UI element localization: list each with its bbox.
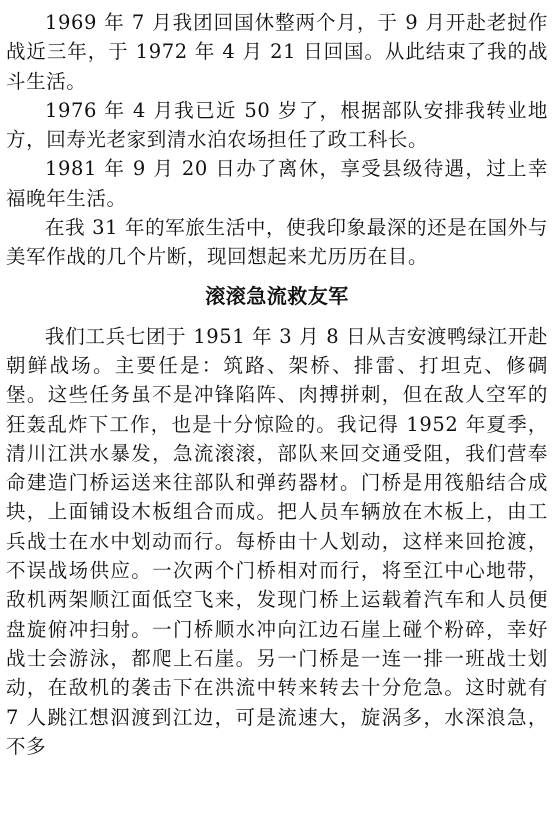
- paragraph-transfer-1976: 1976 年 4 月我已近 50 岁了，根据部队安排我转业地方，回寿光老家到清水泊农场担任了政工科长。: [6, 98, 548, 152]
- paragraph-river-rescue: 我们工兵七团于 1951 年 3 月 8 日从吉安渡鸭绿江开赴朝鲜战场。主要任是：筑路、架桥、排雷、打坦克、修碉堡。这些任务虽不是冲锋陷阵、肉搏拼刺，但在敌人空军的狂轰乱炸下工作，也是十分惊险的。我记得 1952 年夏季，清川江洪水暴发，急流滚滚，部队来回交通受阻，我们营奉命建造门桥运送来往部队和弹药器材。门桥是用筏船结合成块，上面铺设木板组合而成。把人员车辆放在木板上，由工兵战士在水中划动而行。每桥由十人划动，这样来回抢渡，不误战场供应。一次两个门桥相对而行，将至江中心地带，敌机两架顺江面低空飞来，发现门桥上运载着汽车和人员便盘旋俯冲扫射。一门桥顺水冲向江边石崖上碰个粉碎，幸好战士会游泳，都爬上石崖。另一门桥是一连一排一班战士划动，在敌机的袭击下在洪流中转来转去十分危急。这时就有 7 人跳江想泅渡到江边，可是流速大，旋涡多，水深浪急，不多: [6, 324, 548, 758]
- paragraph-retirement-1981: 1981 年 9 月 20 日办了离休，享受县级待遇，过上幸福晚年生活。: [6, 157, 548, 210]
- paragraph-return-1972: 1969 年 7 月我团回国休整两个月，于 9 月开赴老挝作战近三年，于 1972 年 4 月 21 日回国。从此结束了我的战斗生活。: [6, 11, 548, 93]
- paragraph-memories-intro: 在我 31 年的军旅生活中，使我印象最深的还是在国外与美军作战的几个片断，现回想起来尤历历在目。: [6, 216, 548, 269]
- section-heading: 滚滚急流救友军: [205, 283, 349, 308]
